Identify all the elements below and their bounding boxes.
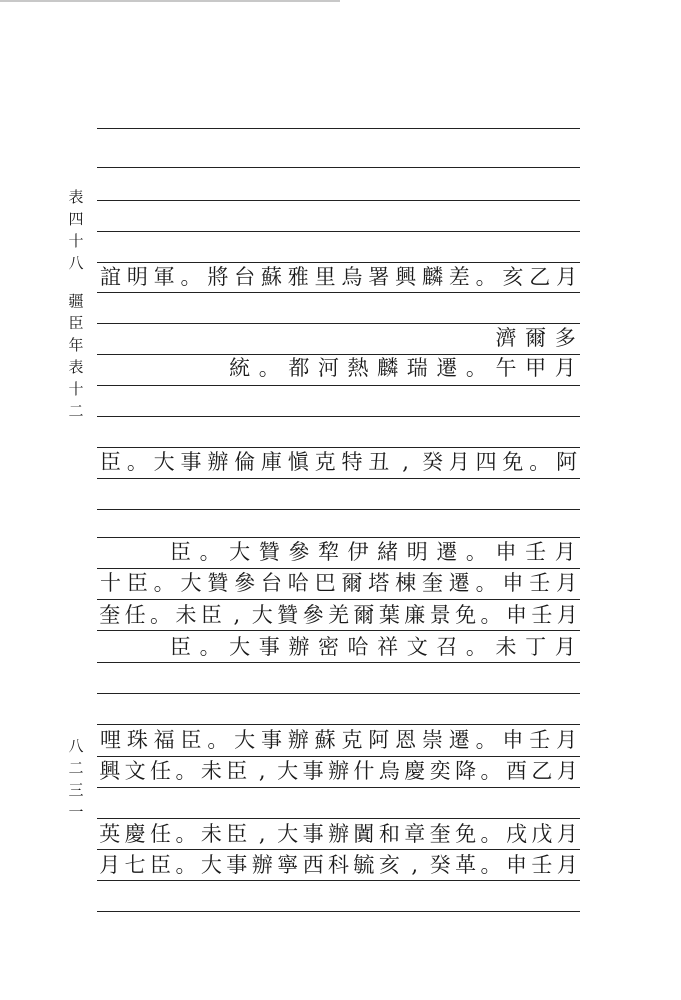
row-char: 月 (448, 450, 470, 474)
row-char: 葉 (378, 603, 400, 627)
row-char: 恩 (395, 728, 417, 752)
margin-char: 年 (68, 336, 84, 354)
row-char: 台 (260, 571, 282, 595)
table-row (97, 632, 580, 662)
row-char: 月 (554, 540, 576, 564)
rule-line (97, 509, 580, 510)
row-char: 將 (207, 265, 229, 289)
row-char: 哈 (287, 571, 309, 595)
rule-line (97, 787, 580, 788)
row-char: 什 (353, 759, 375, 783)
row-char: 闐 (353, 822, 375, 846)
row-char: 克 (314, 450, 336, 474)
row-char: 。 (199, 635, 221, 659)
row-char: 大 (251, 603, 273, 627)
row-char: 免 (455, 822, 477, 846)
row-char: 壬 (529, 571, 551, 595)
row-char: 。 (480, 853, 502, 877)
row-char: 辦 (287, 728, 309, 752)
row-char: 都 (288, 356, 310, 380)
rule-line (97, 231, 580, 232)
row-char: 興 (99, 759, 121, 783)
row-char: 。 (475, 728, 497, 752)
row-char: 章 (404, 822, 426, 846)
row-char: 誼 (100, 265, 121, 289)
row-char: 壬 (531, 853, 553, 877)
row-char: 未 (175, 603, 197, 627)
margin-char: 三 (68, 781, 84, 799)
row-char: 西 (302, 853, 324, 877)
row-char: 廉 (404, 603, 426, 627)
row-char: 軍 (153, 265, 175, 289)
row-char: 。 (153, 571, 175, 595)
row-char: 里 (314, 265, 336, 289)
row-char: 革 (455, 853, 477, 877)
rule-line (97, 478, 580, 479)
row-char: 臣 (100, 450, 121, 474)
row-char: 慶 (124, 822, 146, 846)
row-char: 癸 (421, 450, 443, 474)
margin-char: 一 (68, 803, 84, 821)
row-char: 臣 (180, 728, 202, 752)
row-char: 大 (229, 540, 251, 564)
rule-line (97, 880, 580, 881)
row-char: 雅 (287, 265, 309, 289)
row-char: 文 (406, 635, 428, 659)
row-char: 免 (455, 603, 477, 627)
row-char: 癸 (429, 853, 451, 877)
margin-char: 臣 (68, 314, 84, 332)
row-char: 。 (199, 540, 221, 564)
row-char: 戊 (531, 822, 553, 846)
row-char: 申 (502, 571, 524, 595)
row-char: 蘇 (260, 265, 282, 289)
row-char: 羌 (327, 603, 349, 627)
row-char: 參 (234, 571, 256, 595)
row-char: 乙 (529, 265, 551, 289)
row-char: 興 (395, 265, 417, 289)
row-char: 棟 (395, 571, 417, 595)
margin-char: 八 (68, 254, 84, 272)
row-char: 。 (175, 853, 197, 877)
row-char: 丑 (368, 450, 390, 474)
row-char: 參 (302, 603, 324, 627)
row-char: 臣 (150, 853, 172, 877)
row-char: 哈 (347, 635, 369, 659)
table-row (97, 262, 580, 292)
row-char: 。 (475, 265, 497, 289)
row-char: , (411, 853, 419, 877)
row-char: 臣 (226, 822, 248, 846)
margin-char: 表 (68, 358, 84, 376)
row-char: 臣 (169, 635, 191, 659)
row-char: 特 (341, 450, 363, 474)
rule-line (97, 911, 580, 912)
row-char: 祥 (377, 635, 399, 659)
row-char: 。 (126, 450, 148, 474)
row-char: 丁 (525, 635, 547, 659)
table-row (97, 819, 580, 849)
row-char: 倫 (234, 450, 256, 474)
row-char: 月 (556, 571, 578, 595)
row-char: 愼 (287, 450, 309, 474)
row-char: 。 (258, 356, 280, 380)
row-char: 壬 (531, 603, 553, 627)
rule-line (97, 200, 580, 201)
row-char: 和 (378, 822, 400, 846)
row-char: 贊 (258, 540, 280, 564)
table-row (97, 353, 580, 383)
row-char: 月 (556, 603, 578, 627)
row-char: 大 (180, 571, 202, 595)
row-char: 事 (180, 450, 202, 474)
row-char: 贊 (277, 603, 299, 627)
row-char: 臣 (126, 571, 148, 595)
row-char: 奎 (99, 603, 121, 627)
row-char: 十 (100, 571, 121, 595)
row-char: 月 (556, 822, 578, 846)
row-char: 大 (200, 853, 222, 877)
row-char: 烏 (378, 759, 400, 783)
rule-line (97, 416, 580, 417)
row-char: 月 (99, 853, 121, 877)
row-char: , (233, 603, 241, 627)
row-char: 壬 (529, 728, 551, 752)
row-char: 辦 (207, 450, 229, 474)
row-char: 。 (529, 450, 551, 474)
row-char: 事 (258, 635, 280, 659)
table-row (97, 756, 580, 786)
row-char: 甲 (525, 356, 547, 380)
row-char: 臣 (169, 540, 191, 564)
row-char: 參 (288, 540, 310, 564)
row-char: 多 (554, 326, 576, 350)
row-char: 麟 (377, 356, 399, 380)
row-char: 申 (505, 603, 527, 627)
row-char: 。 (465, 540, 487, 564)
row-char: 爾 (525, 326, 547, 350)
row-char: 烏 (341, 265, 363, 289)
rule-line (97, 385, 580, 386)
row-char: 哩 (100, 728, 121, 752)
row-char: 遷 (436, 356, 458, 380)
row-char: 大 (234, 728, 256, 752)
table-row (97, 600, 580, 630)
row-char: 。 (175, 759, 197, 783)
row-char: 麟 (421, 265, 443, 289)
scan-edge (0, 0, 340, 2)
row-char: 。 (150, 603, 172, 627)
row-char: , (258, 822, 266, 846)
row-char: 。 (480, 822, 502, 846)
row-char: 。 (465, 635, 487, 659)
row-char: 大 (153, 450, 175, 474)
row-char: 崇 (421, 728, 443, 752)
row-char: 福 (153, 728, 175, 752)
row-char: 壬 (525, 540, 547, 564)
row-char: 台 (234, 265, 256, 289)
row-char: 伊 (347, 540, 369, 564)
row-char: 景 (429, 603, 451, 627)
row-char: 爾 (353, 603, 375, 627)
row-char: 酉 (505, 759, 527, 783)
row-char: 慶 (404, 759, 426, 783)
row-char: 毓 (353, 853, 375, 877)
page-number (66, 735, 86, 823)
row-char: 阿 (368, 728, 390, 752)
row-char: 遷 (448, 728, 470, 752)
row-char: 奎 (429, 822, 451, 846)
row-char: 珠 (126, 728, 148, 752)
row-char: 。 (465, 356, 487, 380)
row-char: 蘇 (314, 728, 336, 752)
margin-char: 十 (68, 232, 84, 250)
row-char: 庫 (260, 450, 282, 474)
row-char: 密 (317, 635, 339, 659)
row-char: 亥 (378, 853, 400, 877)
row-char: 戌 (505, 822, 527, 846)
rule-line (97, 167, 580, 168)
table-row (97, 537, 580, 567)
row-char: 統 (229, 356, 251, 380)
row-char: 申 (505, 853, 527, 877)
row-char: 。 (475, 571, 497, 595)
row-char: 臣 (226, 759, 248, 783)
table-row (97, 568, 580, 598)
rule-line (97, 630, 580, 631)
row-char: 大 (229, 635, 251, 659)
margin-char: 四 (68, 210, 84, 228)
row-char: , (402, 450, 409, 474)
row-char: 月 (556, 265, 578, 289)
margin-char: 疆 (68, 292, 84, 310)
row-char: 月 (556, 728, 578, 752)
row-char: 辦 (327, 759, 349, 783)
chapter-label (66, 186, 86, 274)
row-char: 緒 (377, 540, 399, 564)
margin-char: 八 (68, 737, 84, 755)
row-char: 巴 (314, 571, 336, 595)
row-char: 明 (406, 540, 428, 564)
row-char: 奕 (429, 759, 451, 783)
row-char: 遷 (436, 540, 458, 564)
row-char: 午 (495, 356, 517, 380)
row-char: 亥 (502, 265, 524, 289)
table-row (97, 850, 580, 880)
row-char: 大 (277, 759, 299, 783)
row-char: 。 (480, 603, 502, 627)
margin-char: 十 (68, 380, 84, 398)
row-char: 月 (556, 759, 578, 783)
row-char: 臣 (200, 603, 222, 627)
row-char: 辦 (288, 635, 310, 659)
row-char: 事 (302, 759, 324, 783)
margin-char: 二 (68, 759, 84, 777)
row-char: 申 (502, 728, 524, 752)
row-char: 任 (124, 603, 146, 627)
row-char: 。 (480, 759, 502, 783)
row-char: 奎 (421, 571, 443, 595)
table-row (97, 323, 580, 353)
row-char: 月 (554, 356, 576, 380)
row-char: 爾 (341, 571, 363, 595)
row-char: 月 (556, 853, 578, 877)
row-char: 事 (260, 728, 282, 752)
row-char: 辦 (251, 853, 273, 877)
row-char: 降 (455, 759, 477, 783)
row-char: 四 (475, 450, 497, 474)
row-char: 克 (341, 728, 363, 752)
rule-line (97, 662, 580, 663)
row-char: 犂 (317, 540, 339, 564)
row-char: 辦 (327, 822, 349, 846)
row-char: 。 (175, 822, 197, 846)
row-char: 明 (126, 265, 148, 289)
row-char: 遷 (448, 571, 470, 595)
row-char: 阿 (556, 450, 578, 474)
row-char: 熱 (347, 356, 369, 380)
row-char: 河 (317, 356, 339, 380)
row-char: 七 (124, 853, 146, 877)
rule-line (97, 128, 580, 129)
row-char: 。 (180, 265, 202, 289)
row-char: 。 (207, 728, 229, 752)
row-char: 未 (200, 759, 222, 783)
row-char: 任 (150, 759, 172, 783)
table-row (97, 447, 580, 477)
row-char: 任 (150, 822, 172, 846)
margin-char: 表 (68, 188, 84, 206)
row-char: 月 (554, 635, 576, 659)
row-char: 未 (200, 822, 222, 846)
table-title (66, 290, 86, 422)
row-char: 召 (436, 635, 458, 659)
row-char: 瑞 (406, 356, 428, 380)
row-char: 事 (226, 853, 248, 877)
table-row (97, 725, 580, 755)
row-char: , (258, 759, 266, 783)
rule-line (97, 693, 580, 694)
rule-line (97, 292, 580, 293)
row-char: 未 (495, 635, 517, 659)
row-char: 文 (124, 759, 146, 783)
row-char: 寧 (277, 853, 299, 877)
row-char: 署 (368, 265, 390, 289)
row-char: 大 (277, 822, 299, 846)
row-char: 贊 (207, 571, 229, 595)
row-char: 濟 (495, 326, 517, 350)
row-char: 英 (99, 822, 121, 846)
row-char: 免 (502, 450, 524, 474)
row-char: 乙 (531, 759, 553, 783)
margin-char: 二 (68, 402, 84, 420)
row-char: 事 (302, 822, 324, 846)
row-char: 差 (448, 265, 470, 289)
row-char: 申 (495, 540, 517, 564)
row-char: 科 (327, 853, 349, 877)
row-char: 塔 (368, 571, 390, 595)
